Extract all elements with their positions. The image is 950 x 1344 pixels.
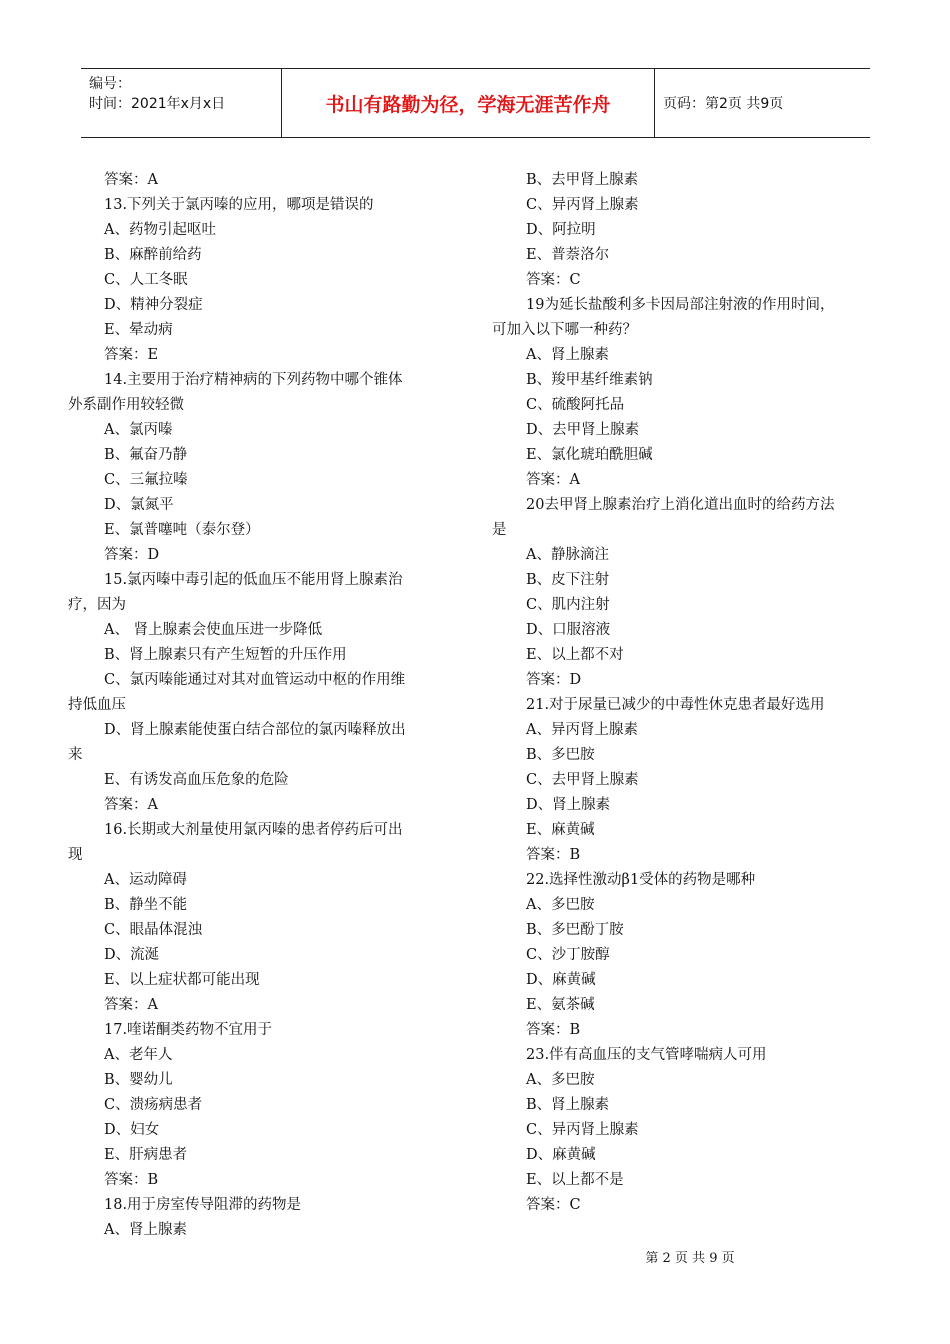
question-line: B、羧甲基纤维素钠 xyxy=(526,372,653,388)
question-line: C、溃疡病患者 xyxy=(104,1097,203,1113)
question-line: C、人工冬眠 xyxy=(104,272,188,288)
question-line: 14.主要用于治疗精神病的下列药物中哪个锥体 xyxy=(104,372,403,388)
document-date: 时间：2021年x月x日 xyxy=(89,96,226,112)
question-line: A、药物引起呕吐 xyxy=(104,222,216,238)
footer-page-number: 第 2 页 共 9 页 xyxy=(645,1251,735,1266)
question-line: C、氯丙嗪能通过对其对血管运动中枢的作用维 xyxy=(104,672,406,688)
answer-line: 答案：A xyxy=(104,797,158,813)
question-line: C、沙丁胺醇 xyxy=(526,947,610,963)
question-line: D、精神分裂症 xyxy=(104,297,203,313)
answer-line: 答案：D xyxy=(526,672,582,688)
question-line: C、去甲肾上腺素 xyxy=(526,772,639,788)
question-line: E、晕动病 xyxy=(104,322,173,338)
question-line: A、多巴胺 xyxy=(526,897,595,913)
question-line: 持低血压 xyxy=(68,697,126,713)
answer-line: 答案：C xyxy=(526,1197,581,1213)
question-line: B、肾上腺素 xyxy=(526,1097,610,1113)
answer-line: 答案：B xyxy=(526,1022,581,1038)
question-line: D、口服溶液 xyxy=(526,622,611,638)
question-line: 16.长期或大剂量使用氯丙嗪的患者停药后可出 xyxy=(104,822,403,838)
question-line: B、多巴胺 xyxy=(526,747,595,763)
question-line: D、肾上腺素 xyxy=(526,797,611,813)
question-line: E、肝病患者 xyxy=(104,1147,188,1163)
question-line: 13.下列关于氯丙嗪的应用，哪项是错误的 xyxy=(104,197,374,213)
question-line: B、静坐不能 xyxy=(104,897,188,913)
question-line: B、多巴酚丁胺 xyxy=(526,922,624,938)
question-line: 19为延长盐酸利多卡因局部注射液的作用时间， xyxy=(526,297,835,313)
question-line: E、以上都不对 xyxy=(526,647,624,663)
answer-line: 答案：E xyxy=(104,347,159,363)
question-line: 21.对于尿量已减少的中毒性休克患者最好选用 xyxy=(526,697,825,713)
question-line: 外系副作用较轻微 xyxy=(68,397,184,413)
question-line: B、婴幼儿 xyxy=(104,1072,173,1088)
question-line: D、氯氮平 xyxy=(104,497,174,513)
question-line: 18.用于房室传导阻滞的药物是 xyxy=(104,1197,302,1213)
answer-line: 答案：B xyxy=(526,847,581,863)
question-line: 22.选择性激动β1受体的药物是哪种 xyxy=(526,872,756,888)
question-line: C、异丙肾上腺素 xyxy=(526,197,639,213)
header-page-info: 页码：第2页 共9页 xyxy=(663,96,784,112)
question-line: B、去甲肾上腺素 xyxy=(526,172,639,188)
question-line: B、麻醉前给药 xyxy=(104,247,202,263)
question-line: A、 肾上腺素会使血压进一步降低 xyxy=(104,622,323,638)
question-line: E、以上都不是 xyxy=(526,1172,624,1188)
question-line: A、氯丙嗪 xyxy=(104,422,173,438)
question-line: E、普萘洛尔 xyxy=(526,247,610,263)
left-column xyxy=(68,168,448,1243)
question-line: E、以上症状都可能出现 xyxy=(104,972,260,988)
right-column xyxy=(492,168,884,1218)
question-line: 15.氯丙嗪中毒引起的低血压不能用肾上腺素治 xyxy=(104,572,403,588)
answer-line: 答案：A xyxy=(526,472,580,488)
question-line: C、肌内注射 xyxy=(526,597,610,613)
answer-line: 答案：B xyxy=(104,1172,159,1188)
question-line: 是 xyxy=(492,522,507,538)
question-line: D、阿拉明 xyxy=(526,222,596,238)
page-header xyxy=(81,68,870,138)
question-line: 来 xyxy=(68,747,83,763)
answer-line: 答案：C xyxy=(526,272,581,288)
question-line: E、有诱发高血压危象的危险 xyxy=(104,772,289,788)
question-line: 可加入以下哪一种药？ xyxy=(492,322,637,338)
question-line: 现 xyxy=(68,847,83,863)
header-meta-cell xyxy=(81,69,282,137)
question-line: B、皮下注射 xyxy=(526,572,610,588)
answer-line: 答案：D xyxy=(104,547,160,563)
question-line: E、氨茶碱 xyxy=(526,997,595,1013)
question-line: A、异丙肾上腺素 xyxy=(526,722,638,738)
question-line: D、麻黄碱 xyxy=(526,972,596,988)
question-line: B、肾上腺素只有产生短暂的升压作用 xyxy=(104,647,347,663)
answer-line: 答案：A xyxy=(104,997,158,1013)
question-line: B、氟奋乃静 xyxy=(104,447,188,463)
question-line: A、肾上腺素 xyxy=(526,347,609,363)
question-line: C、三氟拉嗪 xyxy=(104,472,188,488)
question-line: D、流涎 xyxy=(104,947,160,963)
page-footer xyxy=(0,1247,950,1266)
question-line: C、眼晶体混浊 xyxy=(104,922,203,938)
question-line: E、氯化琥珀酰胆碱 xyxy=(526,447,653,463)
question-line: 疗，因为 xyxy=(68,597,126,613)
question-line: A、运动障碍 xyxy=(104,872,187,888)
question-line: D、麻黄碱 xyxy=(526,1147,596,1163)
question-line: C、硫酸阿托品 xyxy=(526,397,625,413)
question-line: 20去甲肾上腺素治疗上消化道出血时的给药方法 xyxy=(526,497,835,513)
question-line: E、麻黄碱 xyxy=(526,822,595,838)
question-line: 17.喹诺酮类药物不宜用于 xyxy=(104,1022,273,1038)
question-line: A、肾上腺素 xyxy=(104,1222,187,1238)
question-line: C、异丙肾上腺素 xyxy=(526,1122,639,1138)
answer-line: 答案：A xyxy=(104,172,158,188)
question-line: D、肾上腺素能使蛋白结合部位的氯丙嗪释放出 xyxy=(104,722,406,738)
question-line: E、氯普噻吨（泰尔登） xyxy=(104,522,260,538)
question-line: A、多巴胺 xyxy=(526,1072,595,1088)
question-line: A、静脉滴注 xyxy=(526,547,609,563)
question-line: D、去甲肾上腺素 xyxy=(526,422,640,438)
document-number-label: 编号： xyxy=(89,76,131,92)
header-motto: 书山有路勤为径，学海无涯苦作舟 xyxy=(282,69,655,137)
question-line: D、妇女 xyxy=(104,1122,160,1138)
question-line: 23.伴有高血压的支气管哮喘病人可用 xyxy=(526,1047,767,1063)
question-line: A、老年人 xyxy=(104,1047,173,1063)
